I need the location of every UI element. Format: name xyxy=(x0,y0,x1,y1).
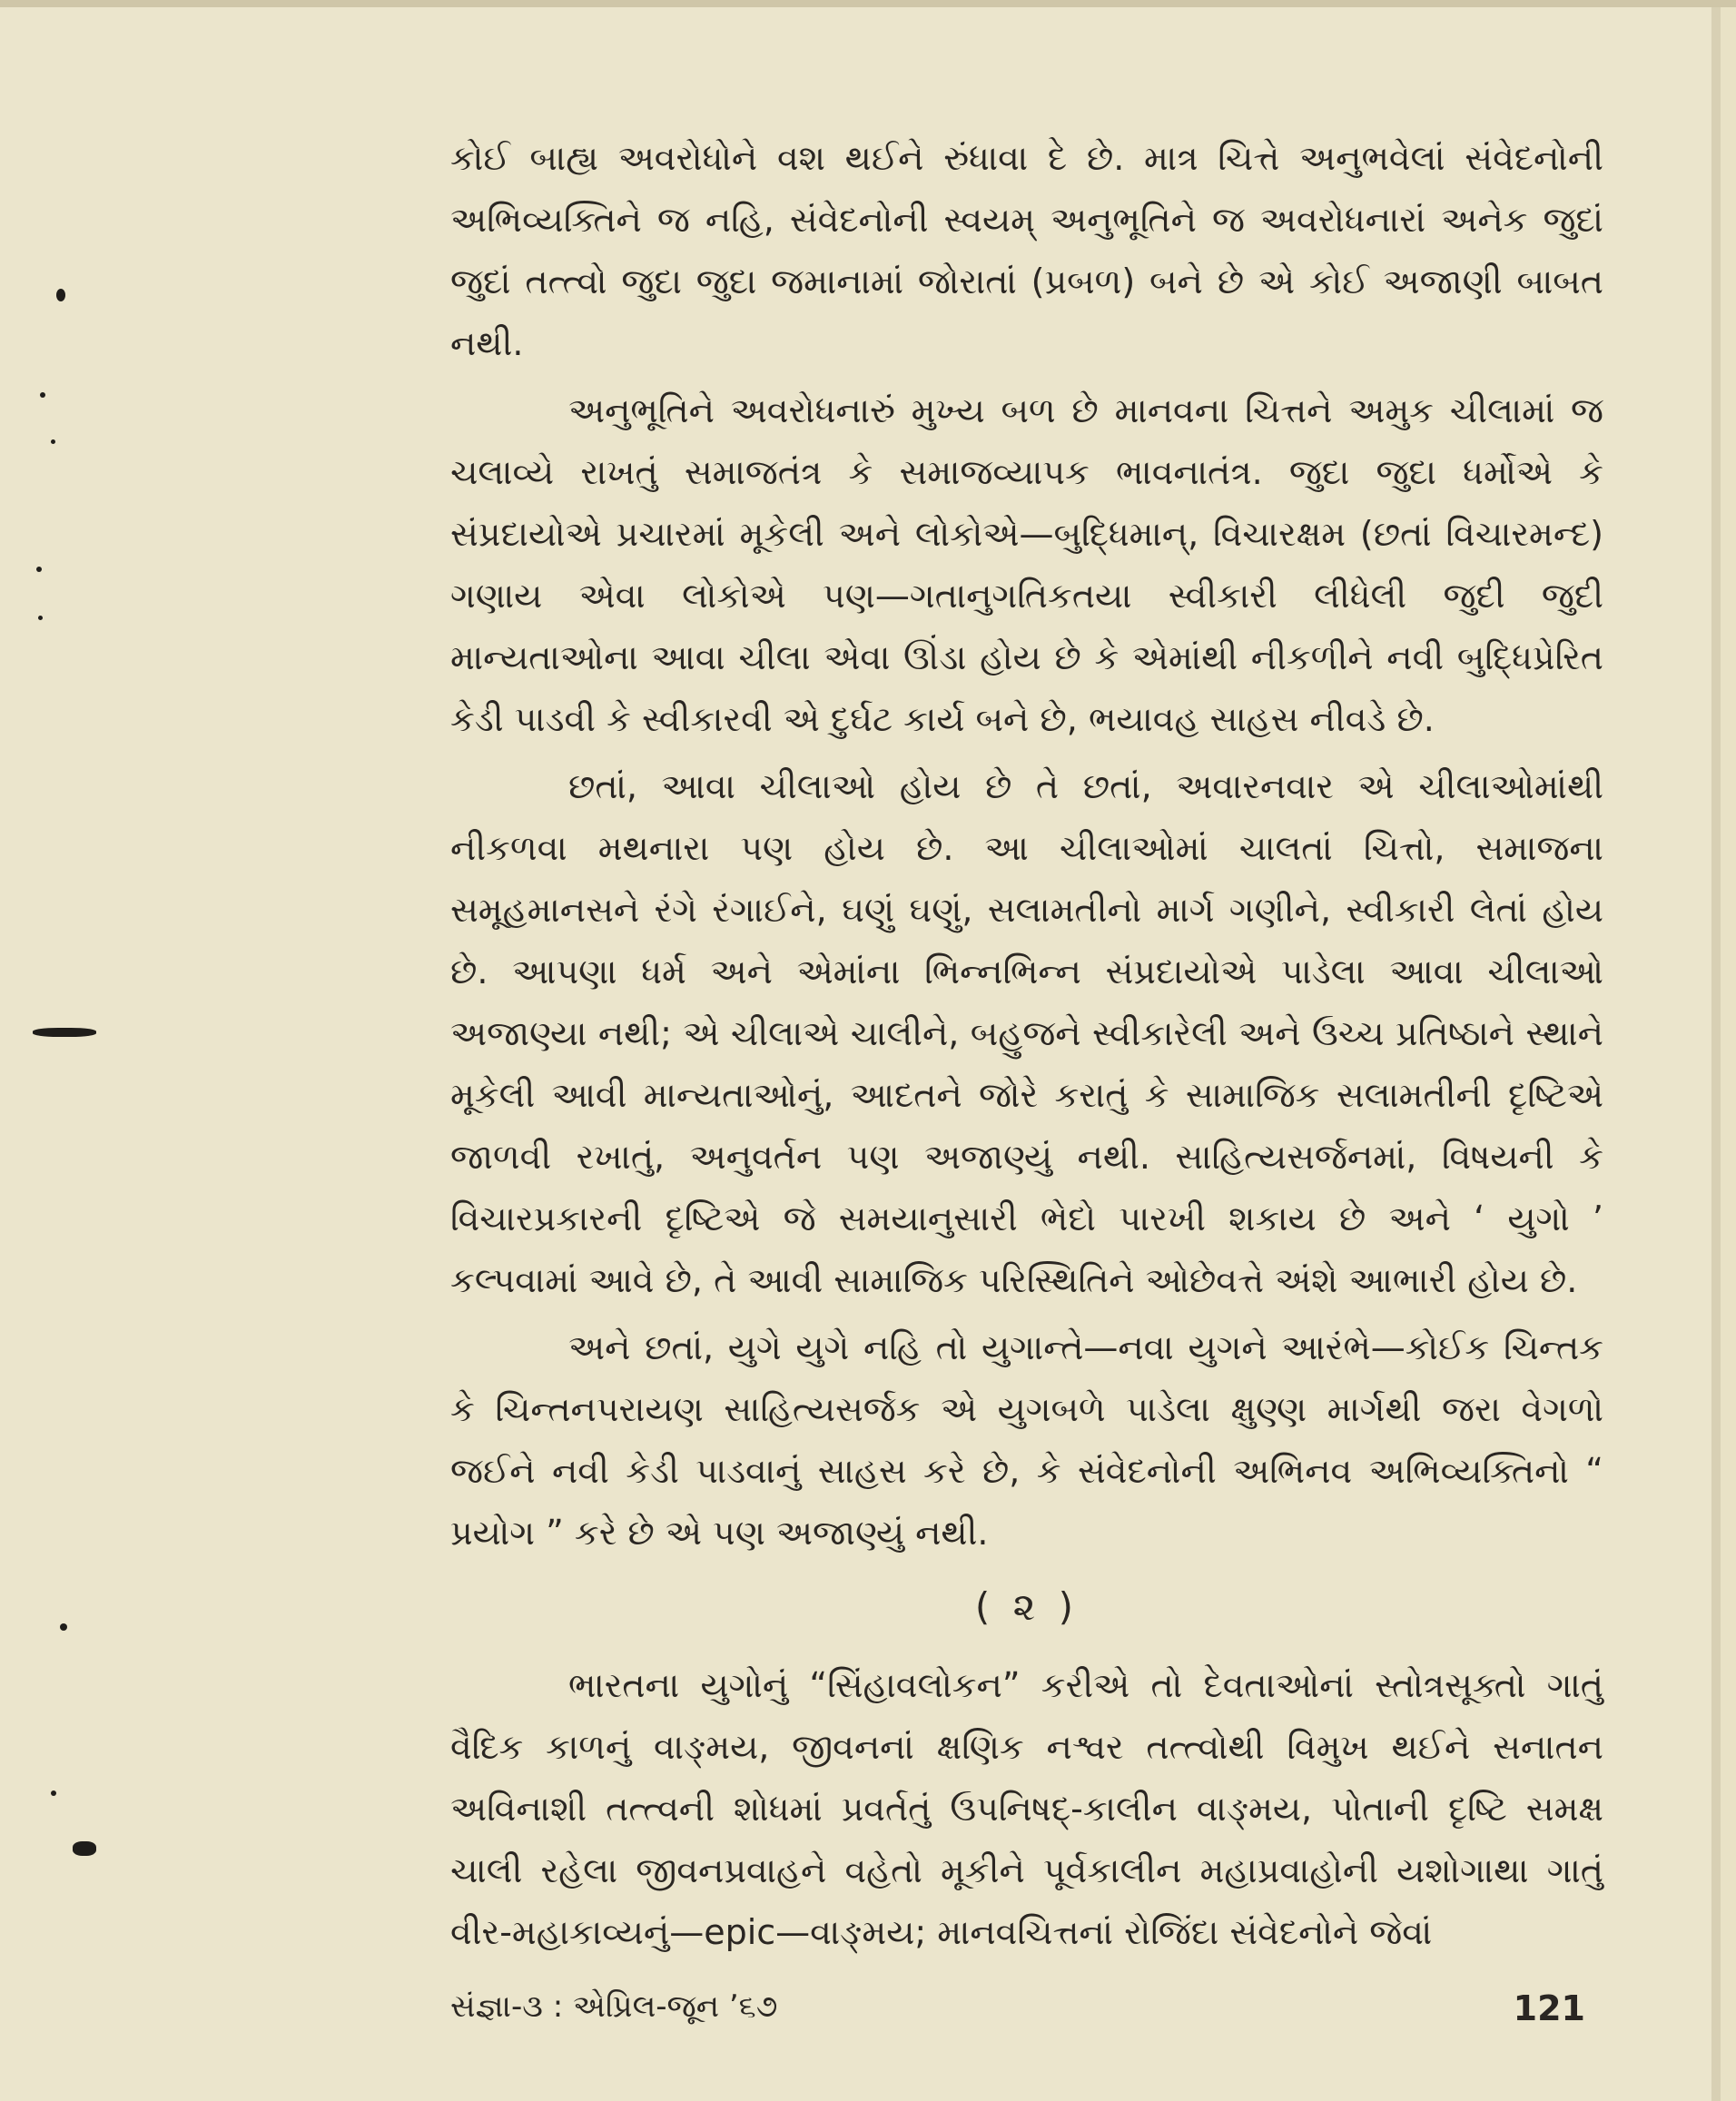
margin-speck xyxy=(36,567,42,572)
page-number: 121 xyxy=(1513,1988,1585,2028)
paragraph: ભારતના યુગોનું “સિંહાવલોકન” કરીએ તો દેવતાઓનાં સ્તોત્રસૂક્તો ગાતું વૈદિક કાળનું વાઙ્મય, જીવનનાં ક્ષણિક નશ્વર તત્ત્વોથી વિમુખ થઈને સનાતન અવિનાશી તત્ત્વની શોધમાં પ્રવર્તતું ઉપનિષદ્-કાલીન વાઙ્મય, પોતાની દૃષ્ટિ સમક્ષ ચાલી રહેલા જીવનપ્રવાહને વહેતો મૂકીને પૂર્વકાલીન મહાપ્રવાહોની યશોગાથા ગાતું વીર-મહાકાવ્યનું—epic—વાઙ્મય; માનવચિત્તનાં રોજિંદા સંવેદનોને જેવાં xyxy=(450,1665,1603,1952)
paragraph: અનુભૂતિને અવરોધનારું મુખ્ય બળ છે માનવના ચિત્તને અમુક ચીલામાં જ ચલાવ્યે રાખતું સમાજતંત્ર કે સમાજવ્યાપક ભાવનાતંત્ર. જુદા જુદા ધર્મોએ કે સંપ્રદાયોએ પ્રચારમાં મૂકેલી અને લોકોએ—બુદ્ધિમાન્, વિચારક્ષમ (છતાં વિચારમન્દ) ગણાય એવા લોકોએ પણ—ગતાનુગતિકતયા સ્વીકારી લીધેલી જુદી જુદી માન્યતાઓના આવા ચીલા એવા ઊંડા હોય છે કે એમાંથી નીકળીને નવી બુદ્ધિપ્રેરિત કેડી પાડવી કે સ્વીકારવી એ દુર્ઘટ કાર્ય બને છે, ભયાવહ સાહસ નીવડે છે. xyxy=(450,390,1603,739)
paragraph: કોઈ બાહ્ય અવરોધોને વશ થઈને રુંધાવા દે છે. માત્ર ચિત્તે અનુભવેલાં સંવેદનોની અભિવ્યક્તિને જ નહિ, સંવેદનોની સ્વયમ્ અનુભૂતિને જ અવરોધનારાં અનેક જુદાં જુદાં તત્ત્વો જુદા જુદા જમાનામાં જોરાતાં (પ્રબળ) બને છે એ કોઈ અજાણી બાબત નથી. xyxy=(450,138,1603,363)
body-text xyxy=(450,127,1603,1968)
margin-speck xyxy=(51,439,55,444)
section-number: ( ૨ ) xyxy=(974,1584,1080,1629)
margin-speck xyxy=(33,1028,96,1037)
paragraph: છતાં, આવા ચીલાઓ હોય છે તે છતાં, અવારનવાર એ ચીલાઓમાંથી નીકળવા મથનારા પણ હોય છે. આ ચીલાઓમાં ચાલતાં ચિત્તો, સમાજના સમૂહમાનસને રંગે રંગાઈને, ઘણું ઘણું, સલામતીનો માર્ગ ગણીને, સ્વીકારી લેતાં હોય છે. આપણા ધર્મ અને એમાંના ભિન્નભિન્ન સંપ્રદાયોએ પાડેલા આવા ચીલાઓ અજાણ્યા નથી; એ ચીલાએ ચાલીને, બહુજને સ્વીકારેલી અને ઉચ્ચ પ્રતિષ્ઠાને સ્થાને મૂકેલી આવી માન્યતાઓનું, આદતને જોરે કરાતું કે સામાજિક સલામતીની દૃષ્ટિએ જાળવી રખાતું, અનુવર્તન પણ અજાણ્યું નથી. સાહિત્યસર્જનમાં, વિષયની કે વિચારપ્રકારની દૃષ્ટિએ જે સમયાનુસારી ભેદો પારખી શકાય છે અને ‘ યુગો ’ કલ્પવામાં આવે છે, તે આવી સામાજિક પરિસ્થિતિને ઓછેવત્તે અંશે આભારી હોય છે. xyxy=(450,766,1603,1300)
margin-speck xyxy=(38,616,43,620)
margin-speck xyxy=(40,392,45,398)
margin-speck xyxy=(73,1841,96,1856)
margin-speck xyxy=(56,289,65,301)
page-footer xyxy=(450,1988,1585,2028)
journal-issue: સંજ્ઞા-૩ : એપ્રિલ-જૂન ’૬૭ xyxy=(450,1988,778,2025)
margin-speck xyxy=(60,1623,67,1631)
paragraph: અને છતાં, યુગે યુગે નહિ તો યુગાન્તે—નવા યુગને આરંભે—કોઈક ચિન્તક કે ચિન્તનપરાયણ સાહિત્યસર્જક એ યુગબળે પાડેલા ક્ષુણ્ણ માર્ગથી જરા વેગળો જઈને નવી કેડી પાડવાનું સાહસ કરે છે, કે સંવેદનોની અભિનવ અભિવ્યક્તિનો “ પ્રયોગ ” કરે છે એ પણ અજાણ્યું નથી. xyxy=(450,1327,1603,1553)
top-edge xyxy=(0,0,1736,7)
margin-speck xyxy=(51,1790,56,1796)
